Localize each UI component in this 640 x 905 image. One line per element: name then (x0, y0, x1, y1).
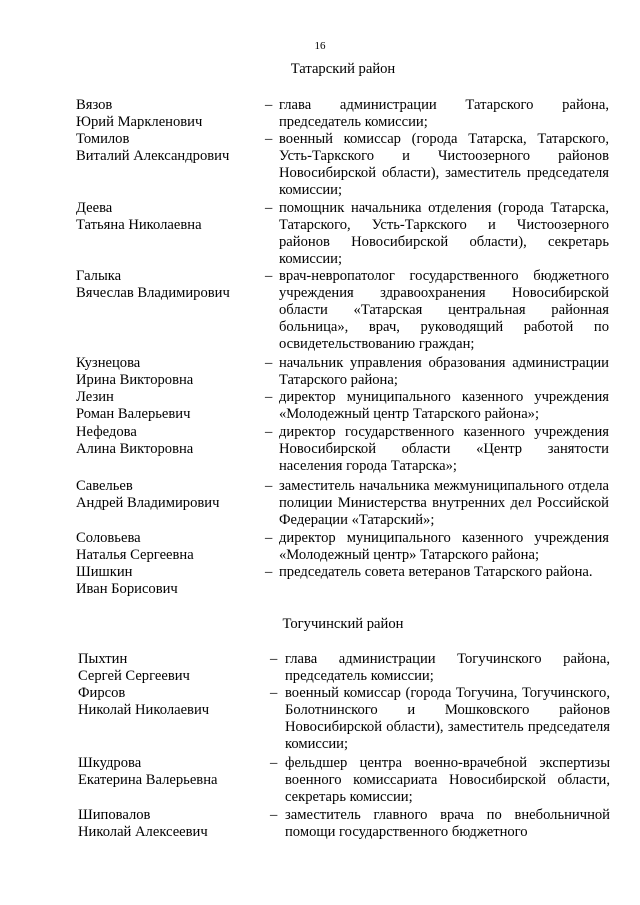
member-given-names: Юрий Маркленович (76, 114, 203, 130)
member-given-names: Сергей Сергеевич (78, 668, 190, 684)
section-heading-tatarsky: Татарский район (290, 61, 396, 77)
member-given-names: Ирина Викторовна (76, 372, 194, 388)
member-surname: Деева (76, 200, 113, 216)
dash-separator: – (265, 424, 273, 440)
page-number: 16 (314, 40, 326, 52)
dash-separator: – (265, 530, 273, 546)
member-given-names: Андрей Владимирович (76, 495, 220, 511)
member-role: фельдшер центра военно-врачебной экспертизы военного комиссариата Новосибирской области, секретарь комиссии; (285, 755, 610, 805)
dash-separator: – (265, 97, 273, 113)
dash-separator: – (265, 478, 273, 494)
dash-separator: – (265, 268, 273, 284)
member-surname: Кузнецова (76, 355, 141, 371)
dash-separator: – (265, 389, 273, 405)
member-role: председатель совета ветеранов Татарского района. (279, 564, 593, 580)
member-role: глава администрации Татарского района, председатель комиссии; (279, 97, 609, 130)
member-surname: Лезин (76, 389, 114, 405)
member-surname: Галыка (76, 268, 122, 284)
member-role: помощник начальника отделения (города Татарска, Татарского, Усть-Таркского и Чистоозерного районов Новосибирской области), секретарь комиссии; (279, 200, 609, 267)
member-surname: Пыхтин (78, 651, 128, 667)
member-role: директор муниципального казенного учреждения «Молодежный центр» Татарского района; (279, 530, 609, 563)
member-given-names: Татьяна Николаевна (76, 217, 202, 233)
member-surname: Вязов (76, 97, 113, 113)
member-given-names: Виталий Александрович (76, 148, 230, 164)
member-surname: Шишкин (76, 564, 133, 580)
member-given-names: Иван Борисович (76, 581, 178, 597)
dash-separator: – (265, 131, 273, 147)
dash-separator: – (265, 200, 273, 216)
dash-separator: – (270, 651, 278, 667)
member-given-names: Наталья Сергеевна (76, 547, 194, 563)
dash-separator: – (270, 755, 278, 771)
member-given-names: Роман Валерьевич (76, 406, 191, 422)
member-surname: Нефедова (76, 424, 137, 440)
dash-separator: – (265, 564, 273, 580)
member-surname: Савельев (76, 478, 133, 494)
member-surname: Шкудрова (78, 755, 142, 771)
member-role: глава администрации Тогучинского района, председатель комиссии; (285, 651, 610, 684)
member-role: директор муниципального казенного учреждения «Молодежный центр Татарского района»; (279, 389, 609, 422)
member-surname: Шиповалов (78, 807, 151, 823)
member-role: врач-невропатолог государственного бюджетного учреждения здравоохранения Новосибирской области «Татарская центральная районная больница», врач, руководящий работой по освидетельствованию граждан; (279, 268, 609, 352)
dash-separator: – (265, 355, 273, 371)
member-role: военный комиссар (города Тогучина, Тогучинского, Болотнинского и Мошковского районов Новосибирской области), заместитель председателя комиссии; (285, 685, 610, 752)
member-given-names: Николай Николаевич (78, 702, 210, 718)
member-role: начальник управления образования администрации Татарского района; (279, 355, 609, 388)
dash-separator: – (270, 685, 278, 701)
member-surname: Соловьева (76, 530, 141, 546)
member-given-names: Алина Викторовна (76, 441, 194, 457)
member-given-names: Николай Алексеевич (78, 824, 208, 840)
member-role: заместитель начальника межмуниципального отдела полиции Министерства внутренних дел Российской Федерации «Татарский»; (279, 478, 609, 528)
member-role: заместитель главного врача по внебольничной помощи государственного бюджетного (285, 807, 610, 840)
member-surname: Фирсов (78, 685, 126, 701)
dash-separator: – (270, 807, 278, 823)
member-given-names: Екатерина Валерьевна (78, 772, 218, 788)
member-role: военный комиссар (города Татарска, Татарского, Усть-Таркского и Чистоозерного районов Новосибирской области), заместитель председателя комиссии; (279, 131, 609, 198)
member-given-names: Вячеслав Владимирович (76, 285, 230, 301)
member-role: директор государственного казенного учреждения Новосибирской области «Центр занятости населения города Татарска»; (279, 424, 609, 474)
section-heading-toguchinsky: Тогучинский район (282, 616, 404, 632)
member-surname: Томилов (76, 131, 130, 147)
